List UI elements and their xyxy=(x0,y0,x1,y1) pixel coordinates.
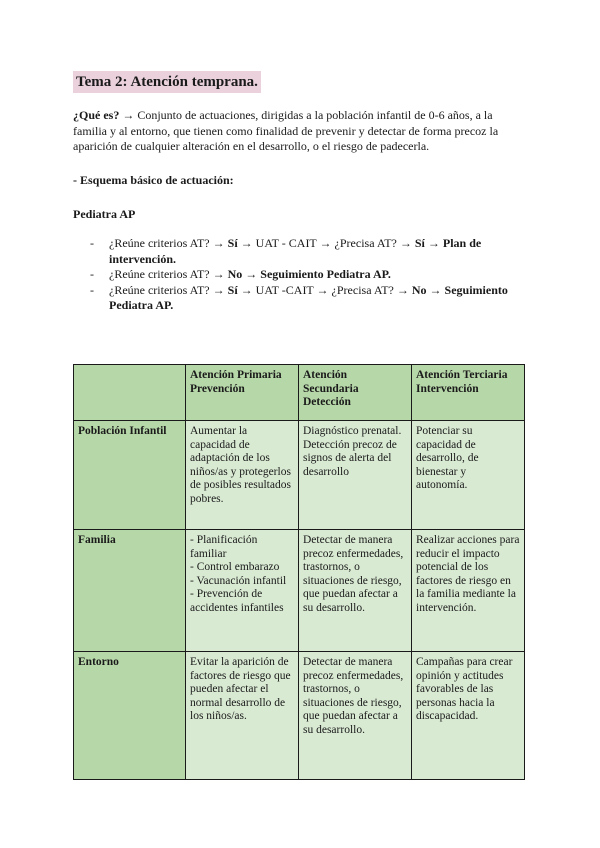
flow-text: ¿Reúne criterios AT? → xyxy=(109,282,228,297)
page-title: Tema 2: Atención temprana. xyxy=(73,71,261,93)
flow-bold: Sí xyxy=(227,282,238,297)
intro-question: ¿Qué es? xyxy=(73,108,120,122)
intro-paragraph xyxy=(73,108,528,155)
flow-outcome: No → Seguimiento Pediatra AP. xyxy=(227,267,391,282)
table-cell: Detectar de manera precoz enfermedades, trastornos, o situaciones de riesgo, que puedan afectar a su desarrollo. xyxy=(299,652,412,780)
flow-item xyxy=(90,283,530,314)
row-label-familia: Familia xyxy=(74,530,186,652)
list-dash: - xyxy=(90,267,94,282)
flow-text: → UAT - CAIT → ¿Precisa AT? → xyxy=(237,236,415,250)
row-label-poblacion: Población Infantil xyxy=(74,421,186,530)
intro-text: → Conjunto de actuaciones, dirigidas a la población infantil de 0-6 años, a la familia y al entorno, que tienen como finalidad de prevenir y detectar de forma precoz la aparición de cualquier alteración en el desarrollo, o el riesgo de padecerla. xyxy=(73,108,499,154)
flow-list xyxy=(90,236,530,314)
header-atencion-primaria: Atención Primaria Prevención xyxy=(186,365,299,421)
table-header-row xyxy=(74,365,525,421)
table-cell: - Planificación familiar - Control embarazo - Vacunación infantil - Prevención de accidentes infantiles xyxy=(186,530,299,652)
list-dash: - xyxy=(90,236,94,250)
flow-item xyxy=(90,267,530,283)
table-cell: Campañas para crear opinión y actitudes favorables de las personas hacia la discapacidad. xyxy=(412,652,525,780)
header-atencion-terciaria: Atención Terciaria Intervención xyxy=(412,365,525,421)
table-row xyxy=(74,652,525,780)
row-label-entorno: Entorno xyxy=(74,652,186,780)
attention-table xyxy=(73,364,525,780)
flow-text: ¿Reúne criterios AT? → xyxy=(109,267,228,282)
table-row xyxy=(74,530,525,652)
table-cell: Diagnóstico prenatal. Detección precoz de signos de alerta del desarrollo xyxy=(299,421,412,530)
flow-text: → UAT -CAIT → ¿Precisa AT? → xyxy=(237,282,412,297)
table-cell: Realizar acciones para reducir el impacto potencial de los factores de riesgo en la familia mediante la intervención. xyxy=(412,530,525,652)
list-dash: - xyxy=(90,282,94,297)
flow-item xyxy=(90,236,530,267)
flow-text: ¿Reúne criterios AT? → xyxy=(109,236,228,250)
esquema-heading: - Esquema básico de actuación: xyxy=(73,173,234,187)
table-corner-cell xyxy=(74,365,186,421)
table-row xyxy=(74,421,525,530)
flow-bold: Sí xyxy=(227,236,238,250)
table-cell: Aumentar la capacidad de adaptación de los niños/as y protegerlos de posibles resultados pobres. xyxy=(186,421,299,530)
table-cell: Potenciar su capacidad de desarrollo, de bienestar y autonomía. xyxy=(412,421,525,530)
table-cell: Evitar la aparición de factores de riesgo que pueden afectar el normal desarrollo de los niños/as. xyxy=(186,652,299,780)
flow-outcome: No → Seguimiento Pediatra AP. xyxy=(109,282,508,313)
header-atencion-secundaria: Atención Secundaria Detección xyxy=(299,365,412,421)
table-cell: Detectar de manera precoz enfermedades, trastornos, o situaciones de riesgo, que puedan afectar a su desarrollo. xyxy=(299,530,412,652)
pediatra-heading: Pediatra AP xyxy=(73,207,136,221)
flow-outcome: Sí → Plan de intervención. xyxy=(109,236,482,266)
